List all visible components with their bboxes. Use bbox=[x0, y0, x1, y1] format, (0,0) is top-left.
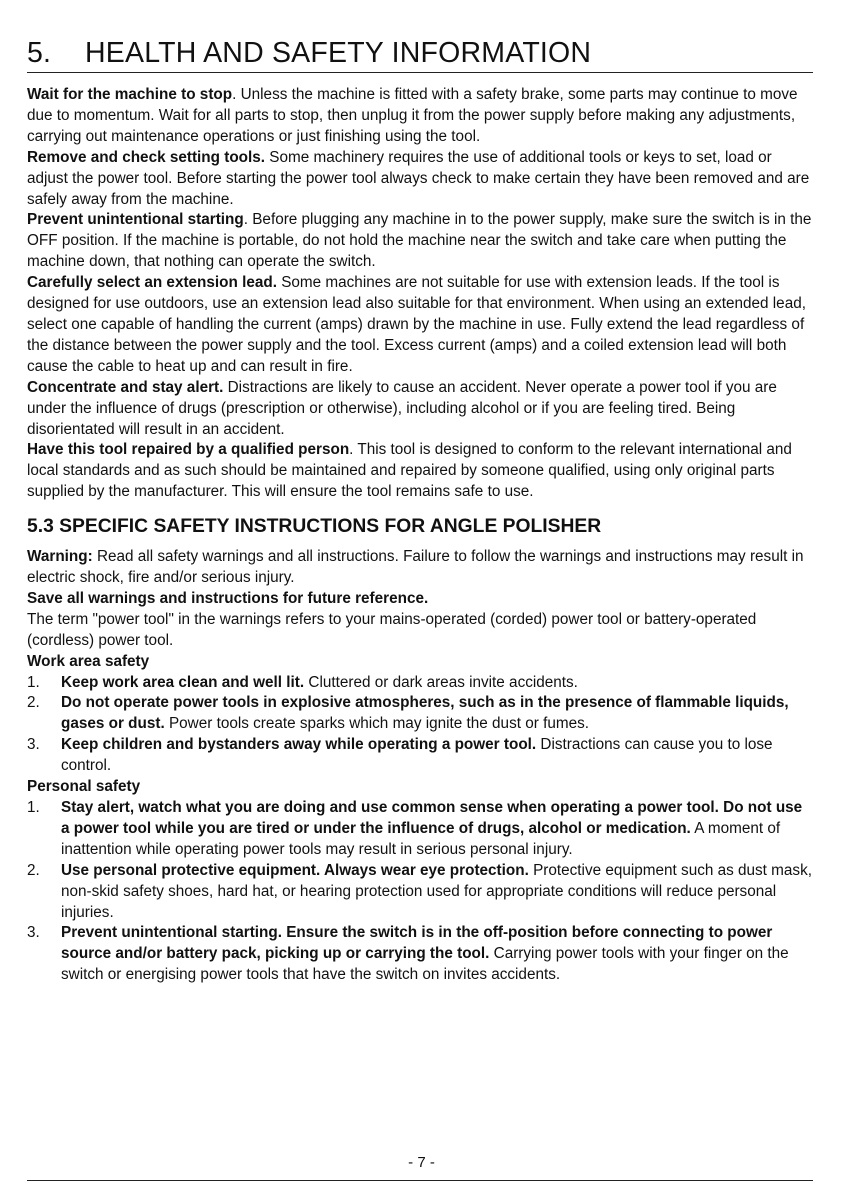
warning-lead: Warning: bbox=[27, 548, 93, 566]
list-item bbox=[27, 673, 813, 694]
warning-text: Read all safety warnings and all instructions. Failure to follow the warnings and instructions may result in electric shock, fire and/or serious injury. bbox=[27, 548, 804, 587]
paragraph-lead: Concentrate and stay alert. bbox=[27, 378, 224, 396]
paragraph-text: Some machines are not suitable for use with extension leads. If the tool is designed for use outdoors, use an extension lead also suitable for that environment. When using an extended lead, select one capable of handling the current (amps) drawn by the machine in use. Fully extend the lead regardless of the distance between the power supply and the tool. Excess current (amps) and a coiled extension lead will both cause the cable to heat up and can result in fire. bbox=[27, 274, 806, 375]
list-text: Distractions can cause you to lose control. bbox=[61, 736, 773, 775]
list-item bbox=[27, 798, 813, 861]
paragraph-prevent-starting bbox=[27, 210, 813, 273]
list-lead: Keep children and bystanders away while operating a power tool. bbox=[61, 736, 537, 754]
paragraph-text: . Unless the machine is fitted with a safety brake, some parts may continue to move due to momentum. Wait for all parts to stop, then unplug it from the power supply before making any adjustments, carrying out maintenance operations or just finishing using the tool. bbox=[27, 86, 798, 145]
list-number: 3. bbox=[27, 924, 40, 942]
personal-safety-list bbox=[27, 798, 813, 986]
section-title: HEALTH AND SAFETY INFORMATION bbox=[85, 37, 592, 69]
paragraph-wait-stop bbox=[27, 85, 813, 148]
subsection-title: 5.3 SPECIFIC SAFETY INSTRUCTIONS FOR ANGLE POLISHER bbox=[27, 516, 602, 538]
list-number: 3. bbox=[27, 736, 40, 754]
list-text: Cluttered or dark areas invite accidents. bbox=[304, 673, 578, 691]
list-item bbox=[27, 735, 813, 777]
list-number: 2. bbox=[27, 861, 40, 879]
paragraph-repair bbox=[27, 440, 813, 503]
list-lead: Stay alert, watch what you are doing and use common sense when operating a power tool. Do not use a power tool while you are tired or under the influence of drugs, alcohol or medication. bbox=[61, 799, 803, 837]
paragraph-concentrate bbox=[27, 378, 813, 441]
list-item bbox=[27, 693, 813, 735]
paragraph-lead: Prevent unintentional starting bbox=[27, 211, 244, 229]
list-number: 1. bbox=[27, 673, 40, 691]
list-text: Protective equipment such as dust mask, non-skid safety shoes, hard hat, or hearing protection used for appropriate conditions will reduce personal injuries. bbox=[61, 861, 812, 921]
personal-safety-heading: Personal safety bbox=[27, 778, 141, 796]
list-number: 1. bbox=[27, 799, 40, 816]
power-tool-term-paragraph: The term "power tool" in the warnings refers to your mains-operated (corded) power tool or battery-operated (cordless) power tool. bbox=[27, 610, 757, 649]
paragraph-extension-lead bbox=[27, 273, 813, 378]
list-lead: Use personal protective equipment. Always wear eye protection. bbox=[61, 861, 529, 879]
paragraph-text: Distractions are likely to cause an accident. Never operate a power tool if you are under the influence of drugs (prescription or otherwise), including alcohol or if you are feeling tired. Being disorientated will result in an accident. bbox=[27, 378, 777, 438]
list-lead: Keep work area clean and well lit. bbox=[61, 673, 305, 691]
list-number: 2. bbox=[27, 694, 40, 712]
list-text: Power tools create sparks which may ignite the dust or fumes. bbox=[164, 715, 589, 733]
paragraph-remove-tools bbox=[27, 148, 813, 211]
work-area-heading: Work area safety bbox=[27, 652, 150, 670]
paragraph-lead: Remove and check setting tools. bbox=[27, 148, 266, 166]
save-instructions-line: Save all warnings and instructions for future reference. bbox=[27, 589, 429, 607]
paragraph-text: . This tool is designed to conform to the relevant international and local standards and as such should be maintained and repaired by someone qualified, using only original parts supplied by the manufacturer. This will ensure the tool remains safe to use. bbox=[27, 441, 792, 501]
warning-paragraph bbox=[27, 547, 813, 589]
paragraph-lead: Carefully select an extension lead. bbox=[27, 274, 277, 292]
list-item bbox=[27, 861, 813, 924]
paragraph-lead: Wait for the machine to stop bbox=[27, 86, 233, 103]
page-number: - 7 - bbox=[408, 1154, 435, 1171]
list-lead: Prevent unintentional starting. Ensure the switch is in the off-position before connecting to power source and/or battery pack, picking up or carrying the tool. bbox=[61, 924, 773, 963]
document-body bbox=[27, 85, 813, 986]
paragraph-text: . Before plugging any machine in to the power supply, make sure the switch is in the OFF position. If the machine is portable, do not hold the machine near the switch and take care when putting the machine down, that nothing can operate the switch. bbox=[27, 211, 812, 271]
paragraph-lead: Have this tool repaired by a qualified person bbox=[27, 441, 350, 459]
list-text: Carrying power tools with your finger on the switch or energising power tools that have the switch on invites accidents. bbox=[61, 945, 789, 984]
footer-divider bbox=[27, 1180, 813, 1181]
paragraph-text: Some machinery requires the use of additional tools or keys to set, load or adjust the power tool. Before starting the power tool always check to make certain they have been removed and are safely away from the machine. bbox=[27, 148, 810, 208]
work-area-list bbox=[27, 673, 813, 778]
list-lead: Do not operate power tools in explosive atmospheres, such as in the presence of flammable liquids, gases or dust. bbox=[61, 694, 789, 733]
list-item bbox=[27, 923, 813, 986]
list-text: A moment of inattention while operating power tools may result in serious personal injury. bbox=[61, 819, 781, 858]
section-number: 5. bbox=[27, 37, 52, 69]
section-heading bbox=[27, 34, 813, 73]
